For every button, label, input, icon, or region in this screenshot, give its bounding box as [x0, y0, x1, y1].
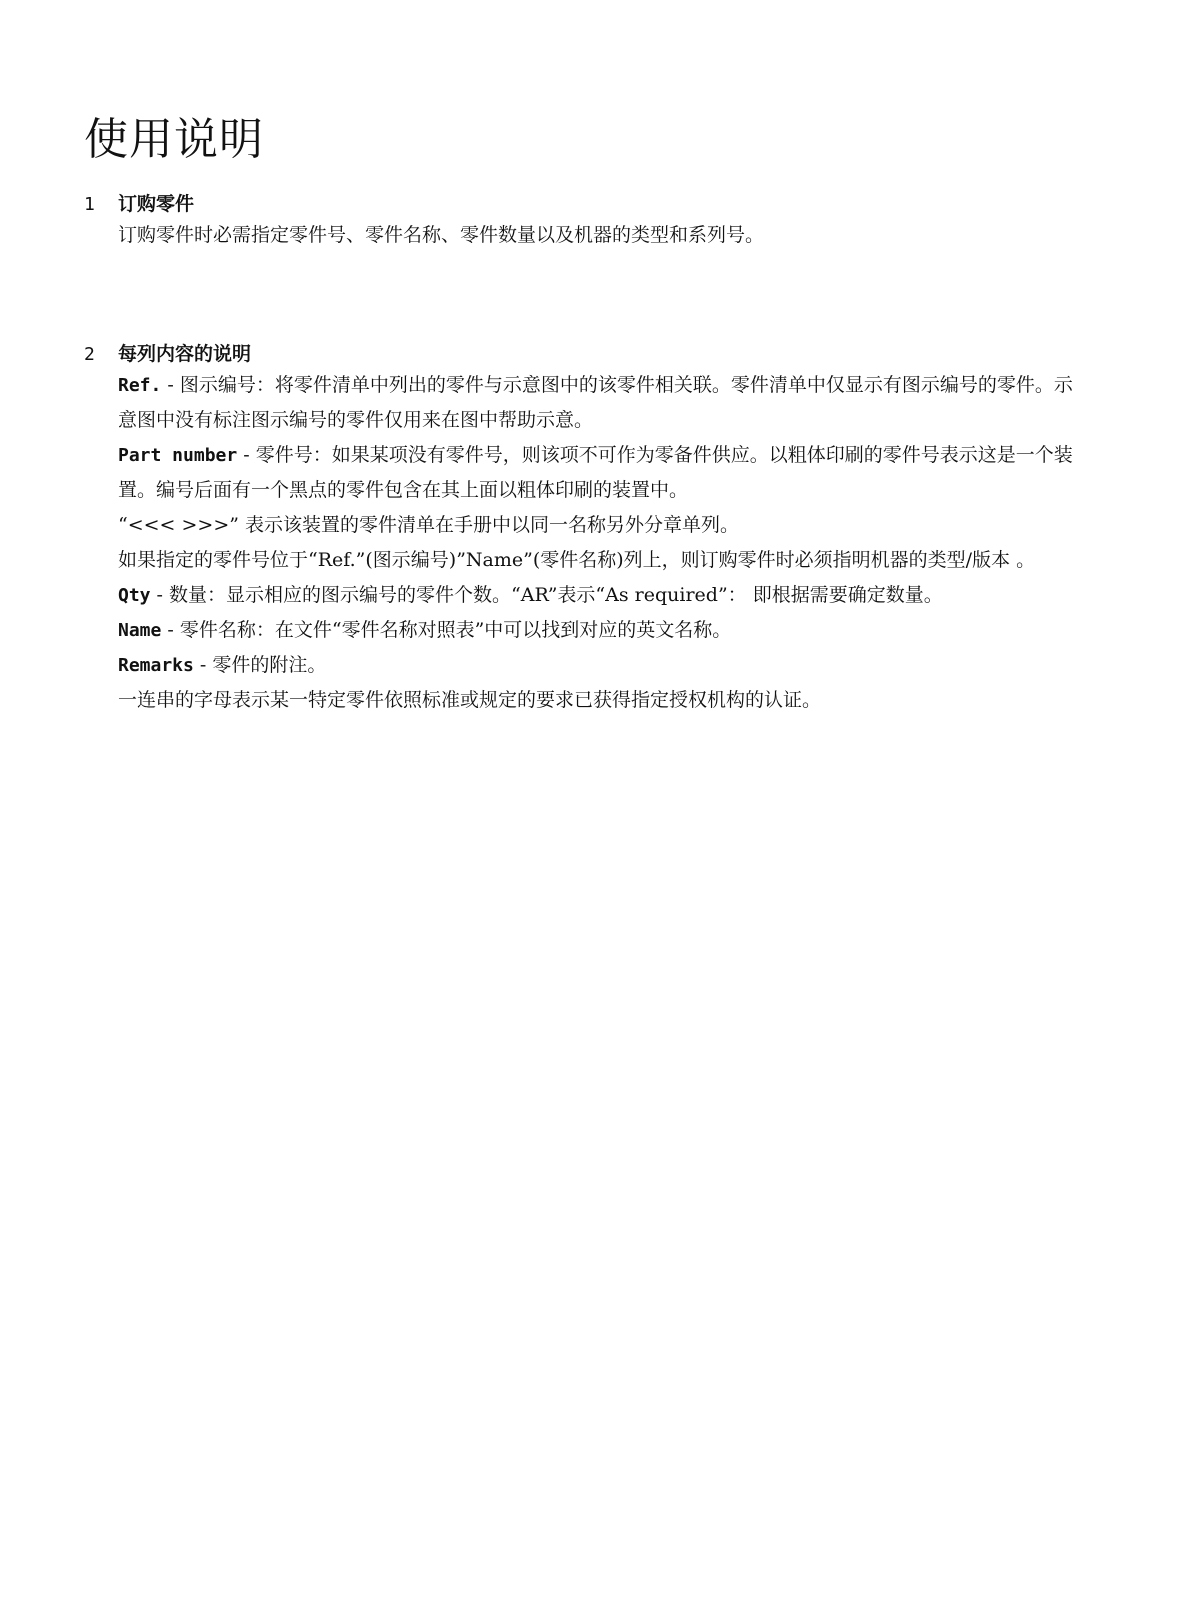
part-number-term: Part number [118, 445, 238, 466]
name-description [118, 613, 1078, 648]
qty-text: - 数量：显示相应的图示编号的零件个数。“AR”表示“As required”： 即根据需要确定数量。 [150, 584, 943, 606]
section-number: 2 [84, 344, 95, 365]
qty-description [118, 578, 1078, 613]
section-body [118, 218, 1078, 253]
section-body [118, 368, 1078, 718]
qty-term: Qty [118, 585, 151, 606]
section-number: 1 [84, 194, 95, 215]
section-heading [84, 188, 1094, 218]
section-order-parts [84, 188, 1094, 253]
specified-part-description: 如果指定的零件号位于“Ref.”(图示编号)”Name”(零件名称)列上，则订购零件时必须指明机器的类型/版本 。 [118, 549, 1036, 571]
remarks-description [118, 648, 1078, 683]
ref-description [118, 368, 1078, 438]
part-number-description [118, 438, 1078, 508]
ref-term: Ref. [118, 375, 162, 396]
ref-text: - 图示编号：将零件清单中列出的零件与示意图中的该零件相关联。零件清单中仅显示有图示编号的零件。示意图中没有标注图示编号的零件仅用来在图中帮助示意。 [118, 374, 1073, 431]
name-term: Name [118, 620, 162, 641]
section-title: 订购零件 [118, 193, 195, 215]
part-number-text: - 零件号：如果某项没有零件号，则该项不可作为零备件供应。以粗体印刷的零件号表示这是一个装置。编号后面有一个黑点的零件包含在其上面以粗体印刷的装置中。 [118, 444, 1073, 501]
order-parts-text: 订购零件时必需指定零件号、零件名称、零件数量以及机器的类型和系列号。 [118, 224, 765, 246]
section-heading [84, 338, 1094, 368]
section-title: 每列内容的说明 [118, 343, 252, 365]
name-text: - 零件名称：在文件“零件名称对照表”中可以找到对应的英文名称。 [161, 619, 732, 641]
brackets-description: “<<< >>>” 表示该装置的零件清单在手册中以同一名称另外分章单列。 [118, 514, 740, 536]
section-column-description [84, 338, 1094, 718]
remarks-term: Remarks [118, 655, 194, 676]
page-title: 使用说明 [84, 114, 264, 165]
remarks-text: - 零件的附注。 [193, 654, 327, 676]
certification-description: 一连串的字母表示某一特定零件依照标准或规定的要求已获得指定授权机构的认证。 [118, 689, 822, 711]
